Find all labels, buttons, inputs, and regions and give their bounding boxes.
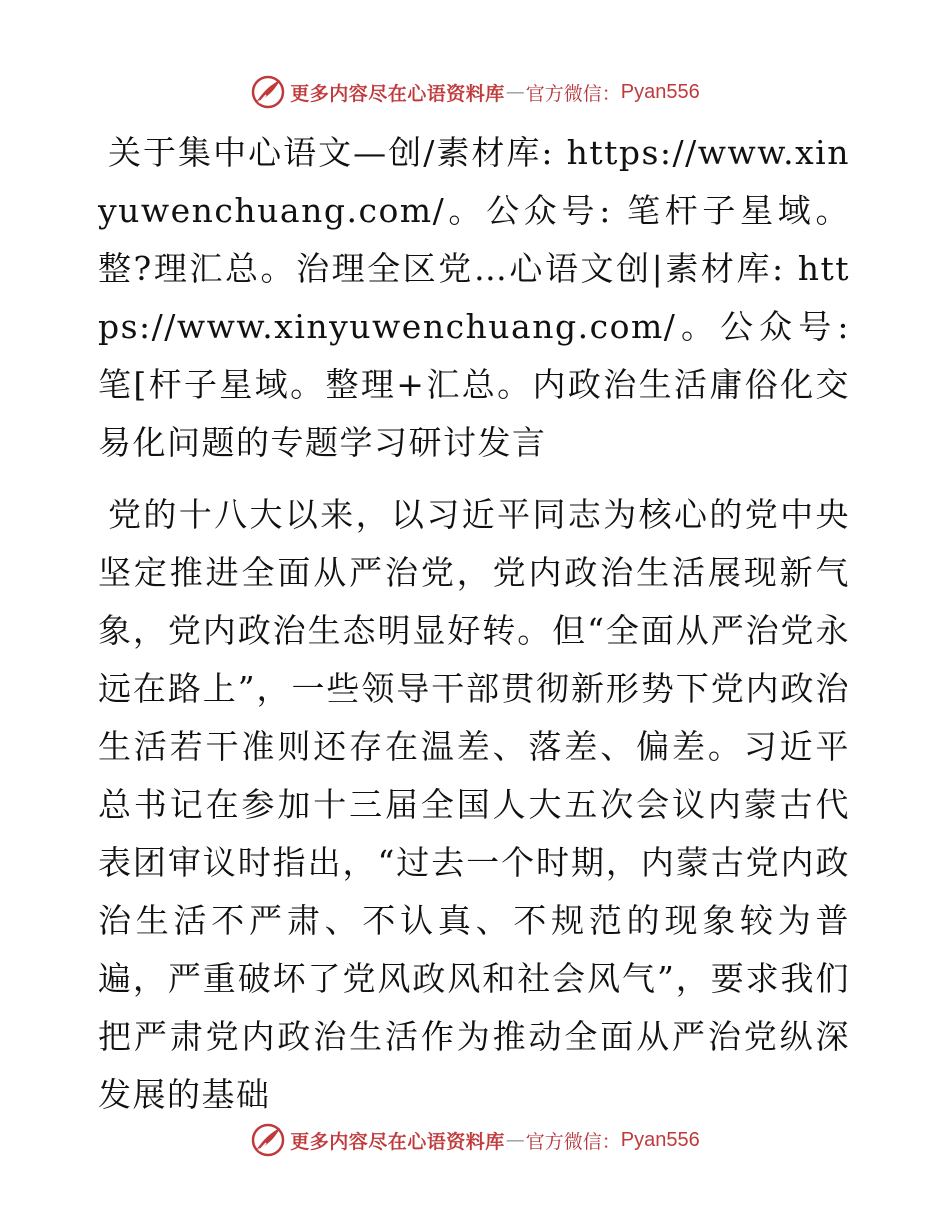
footer-banner-text: 更多内容尽在心语资料库 (290, 1130, 505, 1153)
paragraph-title: 关于集中心语文—创/素材库: https://www.xinyuwenchuang.com/。公众号: 笔杆子星域。整?理汇总。治理全区党…心语文创|素材库: https://www.xinyuwenchuang.com/。公众号: 笔[杆子星域。整理+汇总。内政治生活庸俗化交易化问题的专题学习研讨发言 (98, 133, 850, 462)
header-wechat-id: Pyan556 (620, 80, 700, 103)
quill-circle-icon (250, 1122, 286, 1158)
footer-banner-separator: — (505, 1129, 525, 1151)
header-banner (0, 70, 950, 114)
document-body (98, 124, 850, 1124)
header-banner-text: 更多内容尽在心语资料库 (290, 82, 505, 105)
paragraph-body: 党的十八大以来，以习近平同志为核心的党中央坚定推进全面从严治党，党内政治生活展现新气象，党内政治生态明显好转。但“全面从严治党永远在路上”，一些领导干部贯彻新形势下党内政治生活若干准则还存在温差、落差、偏差。习近平总书记在参加十三届全国人大五次会议内蒙古代表团审议时指出，“过去一个时期，内蒙古党内政治生活不严肃、不认真、不规范的现象较为普遍，严重破坏了党风政风和社会风气”，要求我们把严肃党内政治生活作为推动全面从严治党纵深发展的基础 (98, 495, 850, 1114)
header-banner-separator: — (505, 81, 525, 103)
footer-wechat-label: 官方微信： (525, 1130, 621, 1153)
quill-circle-icon (250, 74, 286, 110)
footer-banner (0, 1118, 950, 1162)
footer-wechat-id: Pyan556 (620, 1128, 700, 1151)
header-wechat-label: 官方微信： (525, 82, 621, 105)
